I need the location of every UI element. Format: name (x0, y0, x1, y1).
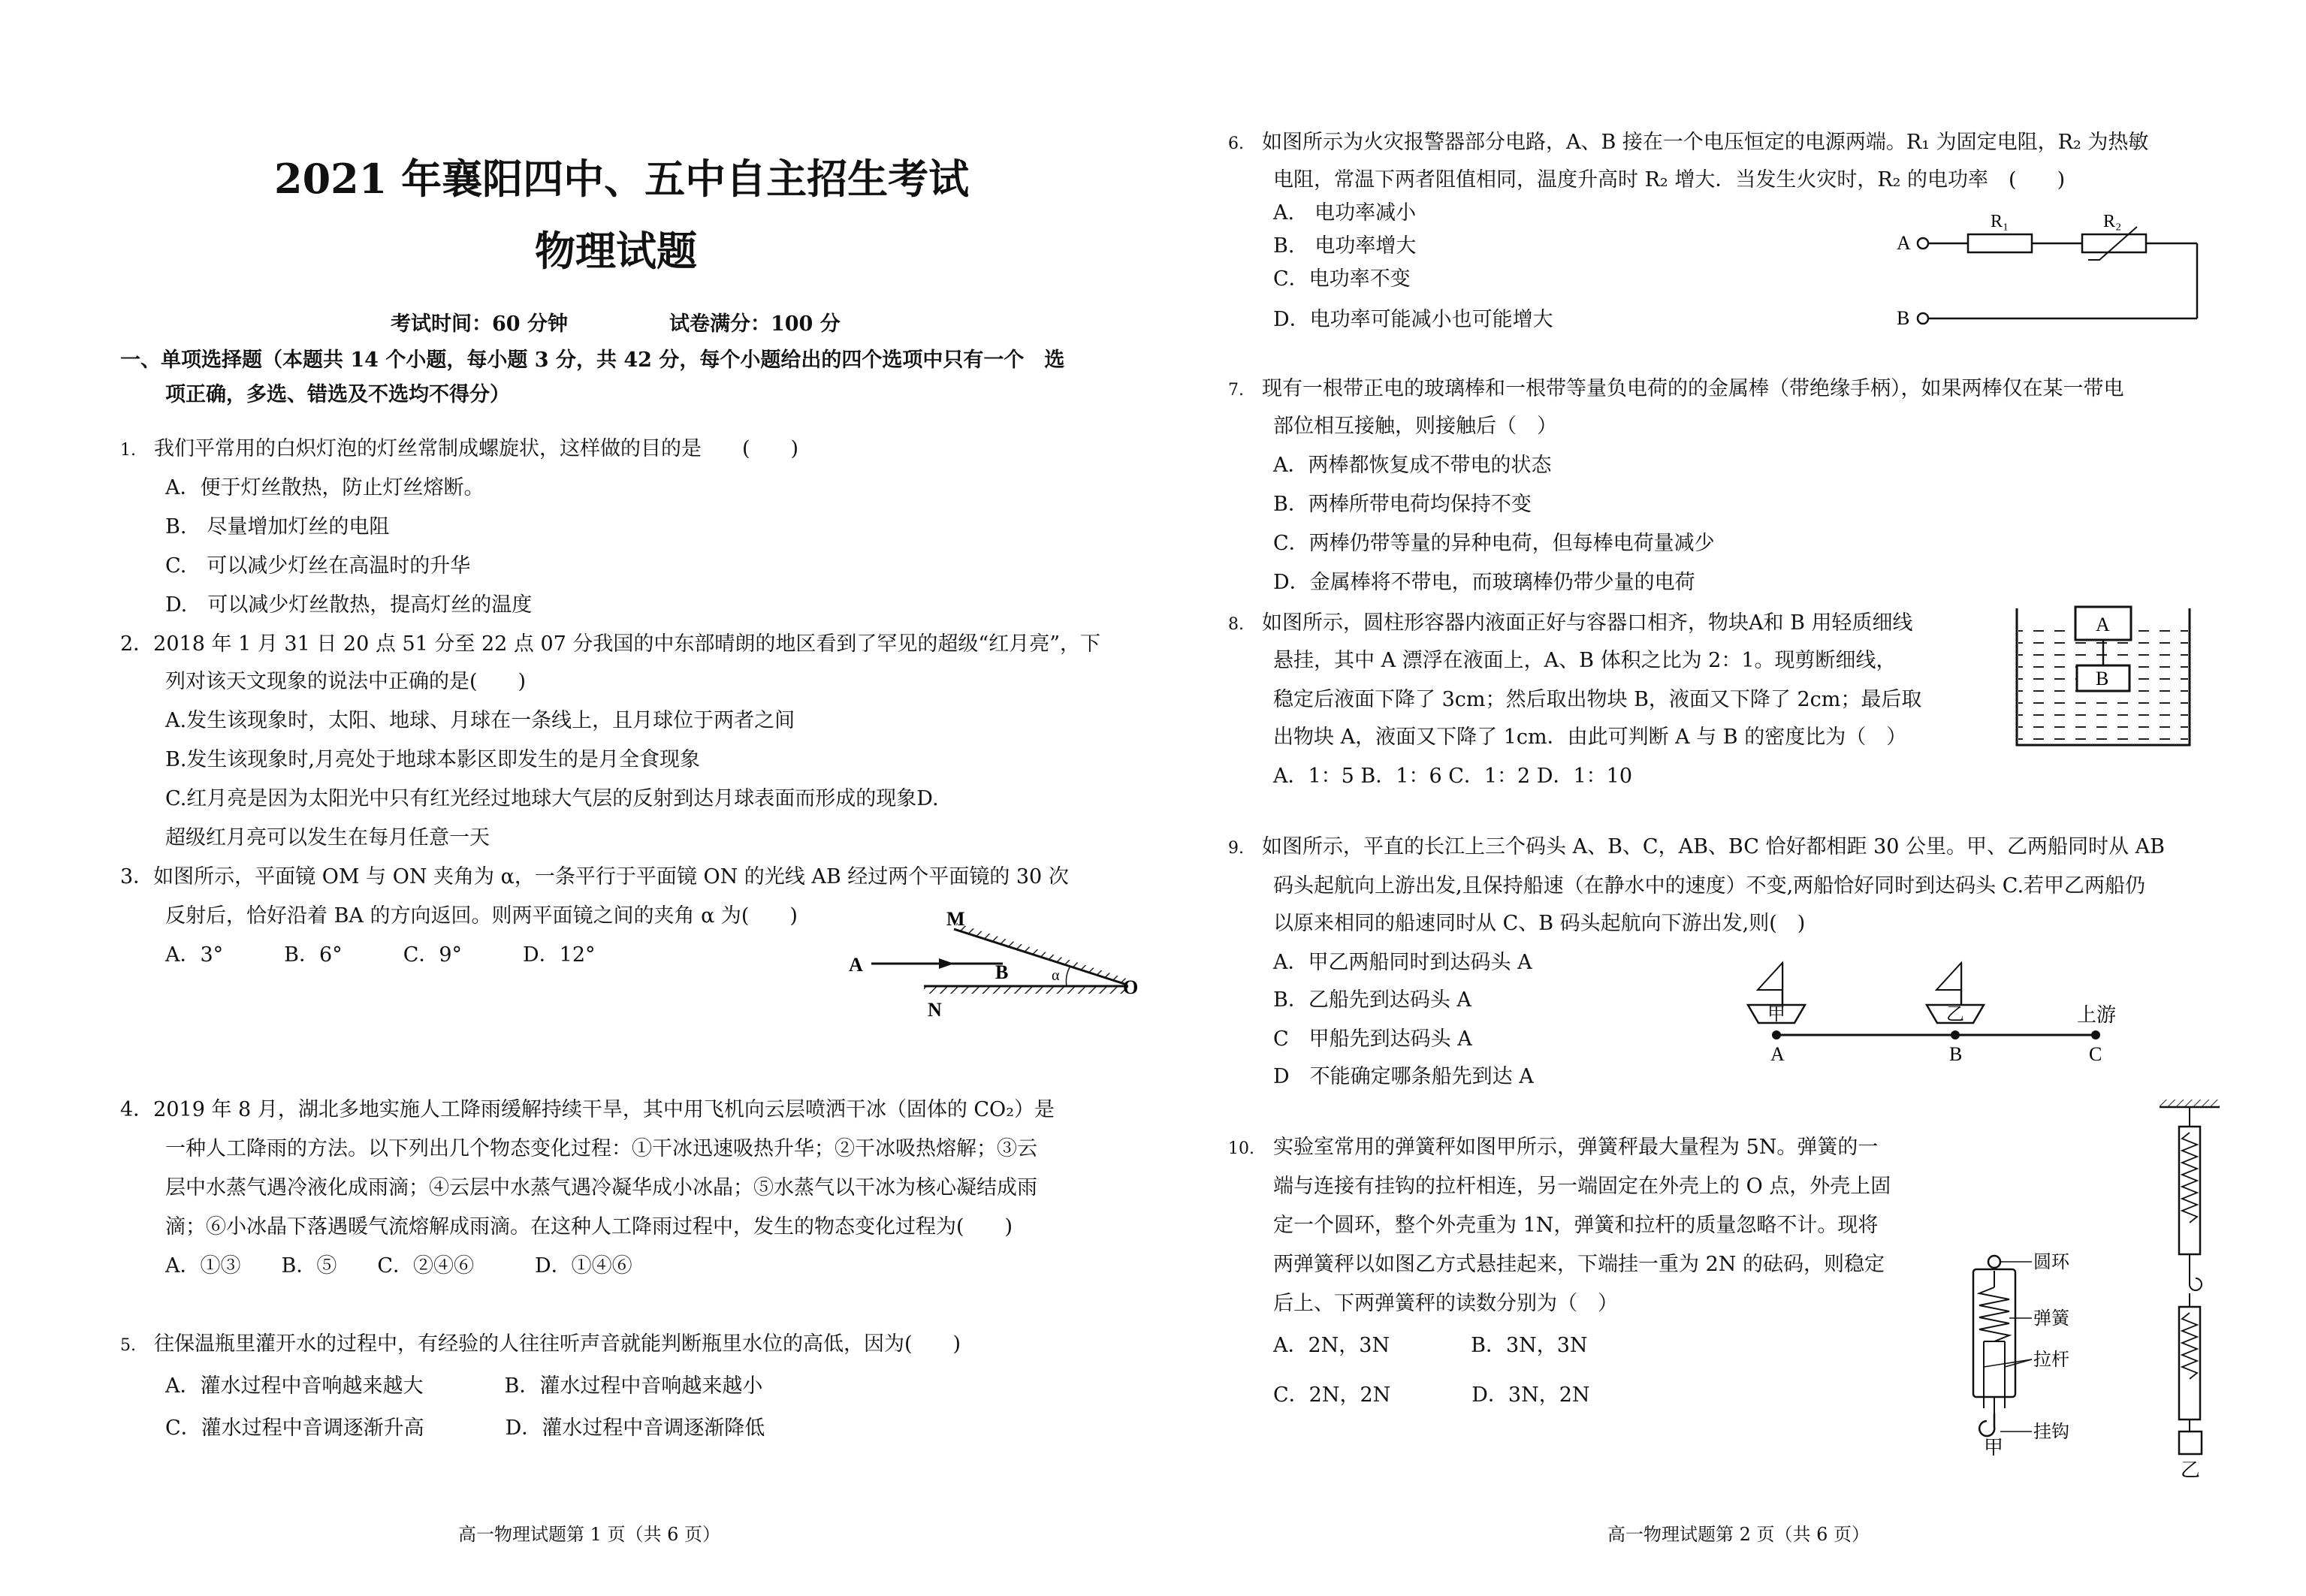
q8-stem-line2: 悬挂，其中 A 漂浮在液面上，A、B 体积之比为 2：1。现剪断细线， (1273, 649, 1897, 672)
circuit-label-b: B (1897, 307, 1910, 329)
q1-option-a: A．便于灯丝散热，防止灯丝熔断。 (165, 476, 484, 499)
q9-stem: 如图所示，平直的长江上三个码头 A、B、C，AB、BC 恰好都相距 30 公里。甲、乙两船同时从 AB (1262, 835, 2165, 858)
q2-stem-cont: 列对该天文现象的说法中正确的是( ) (165, 670, 527, 693)
terminal-b-icon (1918, 313, 1928, 324)
q2-option-c: C.红月亮是因为太阳光中只有红光经过地球大气层的反射到达月球表面而形成的现象D. (165, 787, 939, 810)
q5-options-ab: A．灌水过程中音响越来越大 B．灌水过程中音响越来越小 (165, 1374, 763, 1398)
q7-option-b: B．两棒所带电荷均保持不变 (1273, 493, 1532, 516)
page-2 (1153, 0, 2306, 1596)
q10-hanging-scales-yi (2152, 1097, 2242, 1450)
q4-stem-line2: 一种人工降雨的方法。以下列出几个物态变化过程：①干冰迅速吸热升华；②干冰吸热熔解；③云 (165, 1137, 1037, 1160)
label-hook: 挂钩 (2033, 1423, 2069, 1442)
q4-stem-line3: 层中水蒸气遇冷液化成雨滴；④云层中水蒸气遇冷凝华成小冰晶；⑤水蒸气以干冰为核心凝结成雨 (165, 1176, 1037, 1199)
q7-number: 7. (1228, 381, 1244, 400)
exam-subtitle: 物理试题 (535, 227, 697, 275)
dock-c-icon (2091, 1030, 2100, 1039)
q2-option-d: 超级红月亮可以发生在每月任意一天 (165, 826, 490, 849)
thermistor-r2 (2082, 234, 2146, 252)
q6-stem-cont: 电阻，常温下两者阻值相同，温度升高时 R₂ 增大．当发生火灾时，R₂ 的电功率 ( ) (1273, 168, 2066, 192)
section-heading: 一、单项选择题（本题共 14 个小题，每小题 3 分，共 42 分，每个小题给出的四个选项中只有一个 选 (120, 348, 1065, 372)
ring-icon (1988, 1256, 2000, 1268)
q7-stem-cont: 部位相互接触，则接触后（ ） (1273, 415, 1557, 438)
q9-number: 9. (1228, 839, 1244, 858)
weight-block (2179, 1432, 2202, 1454)
q8-options: A．1：5 B．1：6 C．1：2 D．1：10 (1273, 765, 1632, 788)
dock-a-icon (1772, 1030, 1781, 1039)
q2-stem: 2．2018 年 1 月 31 日 20 点 51 分至 22 点 07 分我国的中东部晴朗的地区看到了罕见的超级“红月亮”，下 (120, 632, 1101, 656)
q2-option-b: B.发生该现象时,月亮处于地球本影区即发生的是月全食现象 (165, 748, 701, 771)
q1-option-c: C. 可以减少灯丝在高温时的升华 (165, 554, 471, 578)
q6-option-b: B. 电功率增大 (1273, 234, 1417, 258)
q10-weight (2173, 1430, 2233, 1483)
q4-stem-line4: 滴；⑥小冰晶下落遇暖气流熔解成雨滴。在这种人工降雨过程中，发生的物态变化过程为( ) (165, 1215, 1013, 1238)
q5-number: 5. (120, 1336, 136, 1355)
boat-yi-label: 乙 (1946, 1005, 1964, 1024)
q9-option-c: C 甲船先到达码头 A (1273, 1027, 1472, 1051)
q9-river-diagram (1716, 954, 2182, 1067)
page-1-footer: 高一物理试题第 1 页（共 6 页） (458, 1524, 721, 1545)
q7-option-c: C．两棒仍带等量的异种电荷，但每棒电荷量减少 (1273, 532, 1715, 555)
label-ring: 圆环 (2033, 1253, 2069, 1272)
q1-stem: 我们平常用的白炽灯泡的灯丝常制成螺旋状，这样做的目的是 ( ) (154, 437, 799, 460)
q8-container-diagram (2009, 601, 2212, 751)
figure-yi-label: 乙 (2181, 1459, 2201, 1481)
hook-icon (1979, 1413, 1994, 1436)
q7-stem: 现有一根带正电的玻璃棒和一根带等量负电荷的的金属棒（带绝缘手柄），如果两棒仅在某一带电 (1262, 377, 2124, 400)
q8-stem-line4: 出物块 A，液面又下降了 1cm．由此可判断 A 与 B 的密度比为（ ） (1273, 726, 1907, 749)
q1-option-b: B. 尽量增加灯丝的电阻 (165, 515, 390, 539)
label-o: O (1123, 976, 1139, 998)
q10-stem-line4: 两弹簧秤以如图乙方式悬挂起来，下端挂一重为 2N 的砝码，则稳定 (1273, 1253, 1885, 1276)
q6-option-d: D．电功率可能减小也可能增大 (1273, 308, 1553, 331)
resistor-r1 (1968, 234, 2032, 252)
q8-stem-line3: 稳定后液面下降了 3cm；然后取出物块 B，液面又下降了 2cm；最后取 (1273, 688, 1922, 711)
block-a-label: A (2096, 614, 2110, 635)
dock-c-label: C (2089, 1043, 2102, 1065)
label-rod: 拉杆 (2033, 1350, 2069, 1370)
label-b: B (995, 961, 1009, 983)
q9-option-d: D 不能确定哪条船先到达 A (1273, 1065, 1534, 1088)
page-2-footer: 高一物理试题第 2 页（共 6 页） (1607, 1524, 1870, 1545)
q10-number: 10. (1228, 1139, 1254, 1158)
q10-options-cd: C．2N，2N D．3N，2N (1273, 1383, 1590, 1407)
dock-a-label: A (1770, 1043, 1785, 1065)
q9-stem-line3: 以原来相同的船速同时从 C、B 码头起航向下游出发,则( ) (1273, 912, 1806, 935)
q5-options-cd: C．灌水过程中音调逐渐升高 D．灌水过程中音调逐渐降低 (165, 1416, 765, 1440)
block-b-label: B (2096, 668, 2109, 689)
q3-mirror-diagram (826, 905, 1157, 1021)
label-n: N (928, 999, 942, 1021)
section-heading-cont: 项正确，多选、错选及不选均不得分） (165, 383, 510, 406)
label-a: A (849, 954, 863, 976)
circuit-label-r1: R₁ (1991, 212, 2009, 231)
q8-stem: 如图所示，圆柱形容器内液面正好与容器口相齐，物块A和 B 用轻质细线 (1262, 611, 1913, 635)
q3-stem-cont: 反射后，恰好沿着 BA 的方向返回。则两平面镜之间的夹角 α 为( ) (165, 904, 798, 928)
q10-stem-line5: 后上、下两弹簧秤的读数分别为（ ） (1273, 1292, 1618, 1315)
q8-number: 8. (1228, 615, 1244, 634)
q1-option-d: D. 可以减少灯丝散热，提高灯丝的温度 (165, 593, 533, 617)
upstream-label: 上游 (2077, 1004, 2117, 1026)
q1-number: 1. (120, 441, 136, 460)
lower-scale (2179, 1307, 2200, 1420)
q3-stem: 3．如图所示，平面镜 OM 与 ON 夹角为 α，一条平行于平面镜 ON 的光线 AB 经过两个平面镜的 30 次 (120, 865, 1069, 889)
q7-option-a: A．两棒都恢复成不带电的状态 (1273, 454, 1552, 477)
exam-info: 考试时间：60 分钟 试卷满分：100 分 (391, 312, 841, 336)
q4-stem: 4．2019 年 8 月，湖北多地实施人工降雨缓解持续干旱，其中用飞机向云层喷洒干冰（固体的 CO₂）是 (120, 1098, 1055, 1121)
q6-circuit-diagram (1885, 197, 2238, 329)
figure-jia-label: 甲 (1984, 1437, 2004, 1459)
q10-stem: 实验室常用的弹簧秤如图甲所示，弹簧秤最大量程为 5N。弹簧的一 (1273, 1136, 1879, 1159)
q6-stem: 如图所示为火灾报警器部分电路，A、B 接在一个电压恒定的电源两端。R₁ 为固定电阻，R₂ 为热敏 (1262, 131, 2149, 154)
circuit-label-a: A (1897, 232, 1911, 254)
label-m: M (946, 908, 965, 930)
q9-stem-line2: 码头起航向上游出发,且保持船速（在静水中的速度）不变,两船恰好同时到达码头 C.若甲乙两船仍 (1273, 874, 2146, 898)
q10-options-ab: A．2N，3N B．3N，3N (1273, 1334, 1588, 1357)
q4-options: A．①③ B．⑤ C．②④⑥ D．①④⑥ (165, 1254, 632, 1278)
dock-b-label: B (1949, 1043, 1963, 1065)
upper-scale (2179, 1127, 2200, 1254)
q10-stem-line3: 定一个圆环，整个外壳重为 1N，弹簧和拉杆的质量忽略不计。现将 (1273, 1214, 1879, 1237)
q10-spring-scale-jia (1957, 1254, 2107, 1457)
q9-option-a: A．甲乙两船同时到达码头 A (1273, 951, 1532, 974)
q6-option-c: C．电功率不变 (1273, 267, 1411, 291)
ray-arrow-icon (939, 958, 954, 969)
boat-jia-label: 甲 (1767, 1005, 1785, 1024)
circuit-label-r2: R₂ (2103, 212, 2122, 231)
q6-number: 6. (1228, 134, 1244, 153)
q7-option-d: D．金属棒将不带电，而玻璃棒仍带少量的电荷 (1273, 571, 1695, 594)
dock-b-icon (1951, 1030, 1960, 1039)
q9-option-b: B．乙船先到达码头 A (1273, 988, 1471, 1012)
label-alpha: α (1052, 967, 1060, 984)
q3-options: A．3° B．6° C．9° D．12° (165, 943, 596, 967)
q6-option-a: A. 电功率减小 (1273, 201, 1417, 225)
label-spring: 弹簧 (2033, 1309, 2069, 1329)
q2-option-a: A.发生该现象时，太阳、地球、月球在一条线上，且月球位于两者之间 (165, 709, 795, 732)
q10-stem-line2: 端与连接有挂钩的拉杆相连，另一端固定在外壳上的 O 点，外壳上固 (1273, 1175, 1891, 1198)
q5-stem: 往保温瓶里灌开水的过程中，有经验的人往往听声音就能判断瓶里水位的高低，因为( ) (154, 1332, 961, 1356)
ceiling (2160, 1100, 2220, 1107)
terminal-a-icon (1918, 238, 1928, 249)
exam-title: 2021 年襄阳四中、五中自主招生考试 (274, 155, 970, 203)
